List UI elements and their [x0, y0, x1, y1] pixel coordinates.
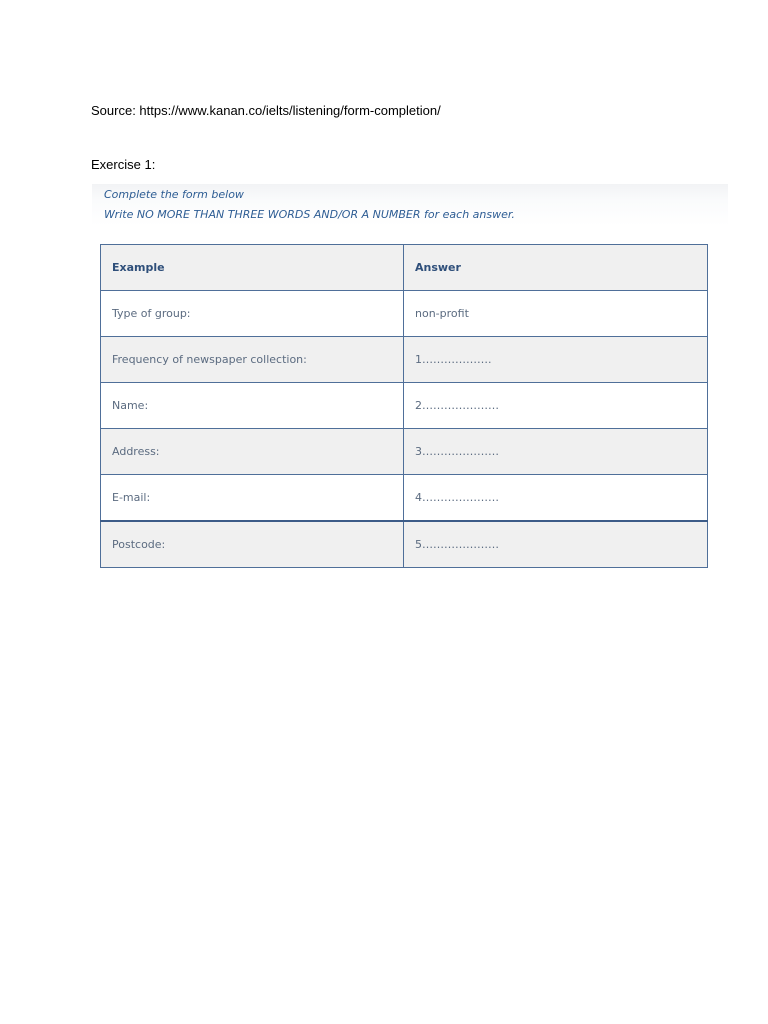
table-row: [101, 475, 708, 522]
table-row: [101, 337, 708, 383]
exercise-label: Exercise 1:: [91, 157, 156, 172]
table-row: [101, 429, 708, 475]
header-answer: Answer: [404, 245, 708, 291]
table-row: [101, 521, 708, 568]
row-answer: 4…………………: [404, 475, 708, 522]
form-table: [100, 244, 708, 568]
row-answer: 3…………………: [404, 429, 708, 475]
row-label: Postcode:: [101, 521, 404, 568]
table-row: [101, 383, 708, 429]
row-answer: 2…………………: [404, 383, 708, 429]
source-line: Source: https://www.kanan.co/ielts/listening/form-completion/: [91, 103, 441, 118]
instructions-box: [92, 184, 728, 226]
table-row: [101, 291, 708, 337]
instruction-line-1: Complete the form below: [104, 188, 244, 201]
row-label: Frequency of newspaper collection:: [101, 337, 404, 383]
header-example: Example: [101, 245, 404, 291]
row-label: E-mail:: [101, 475, 404, 522]
row-label: Name:: [101, 383, 404, 429]
instruction-line-2: Write NO MORE THAN THREE WORDS AND/OR A NUMBER for each answer.: [104, 208, 515, 221]
table-header-row: [101, 245, 708, 291]
row-answer: non-profit: [404, 291, 708, 337]
row-label: Address:: [101, 429, 404, 475]
row-answer: 5…………………: [404, 521, 708, 568]
row-answer: 1……………….: [404, 337, 708, 383]
row-label: Type of group:: [101, 291, 404, 337]
